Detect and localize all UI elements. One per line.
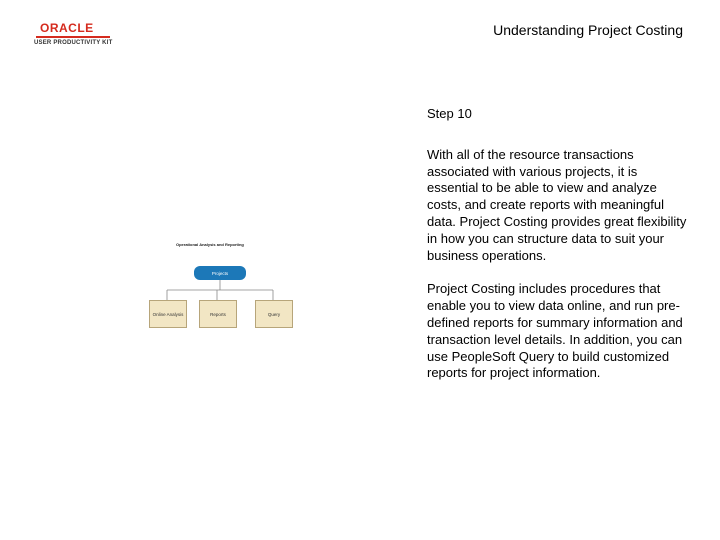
step-label: Step 10 — [427, 106, 472, 121]
logo-product: USER PRODUCTIVITY KIT — [34, 40, 113, 46]
paragraph-1: With all of the resource transactions associated with various projects, it is essential to be able to view and analyze costs, and create reports with meaningful data. Project Costing provides great flexibility in how you can structure data to suit your business operations. — [427, 146, 687, 263]
page-title: Understanding Project Costing — [493, 22, 683, 38]
diagram-title: Operational Analysis and Reporting — [176, 242, 244, 247]
diagram-root-node: Projects — [194, 266, 246, 280]
logo-divider — [36, 36, 110, 38]
logo-brand: ORACLE — [40, 21, 94, 35]
content-panel — [427, 106, 689, 399]
reporting-diagram — [140, 234, 300, 334]
diagram-node-query: Query — [255, 300, 293, 328]
oracle-upk-logo — [34, 22, 126, 46]
paragraph-2: Project Costing includes procedures that enable you to view data online, and run pre-defined reports for summary information and transaction level details. In addition, you can use PeopleSoft Query to build customized reports for project information. — [427, 281, 683, 381]
diagram-node-reports: Reports — [199, 300, 237, 328]
diagram-node-online-analysis: Online Analysis — [149, 300, 187, 328]
